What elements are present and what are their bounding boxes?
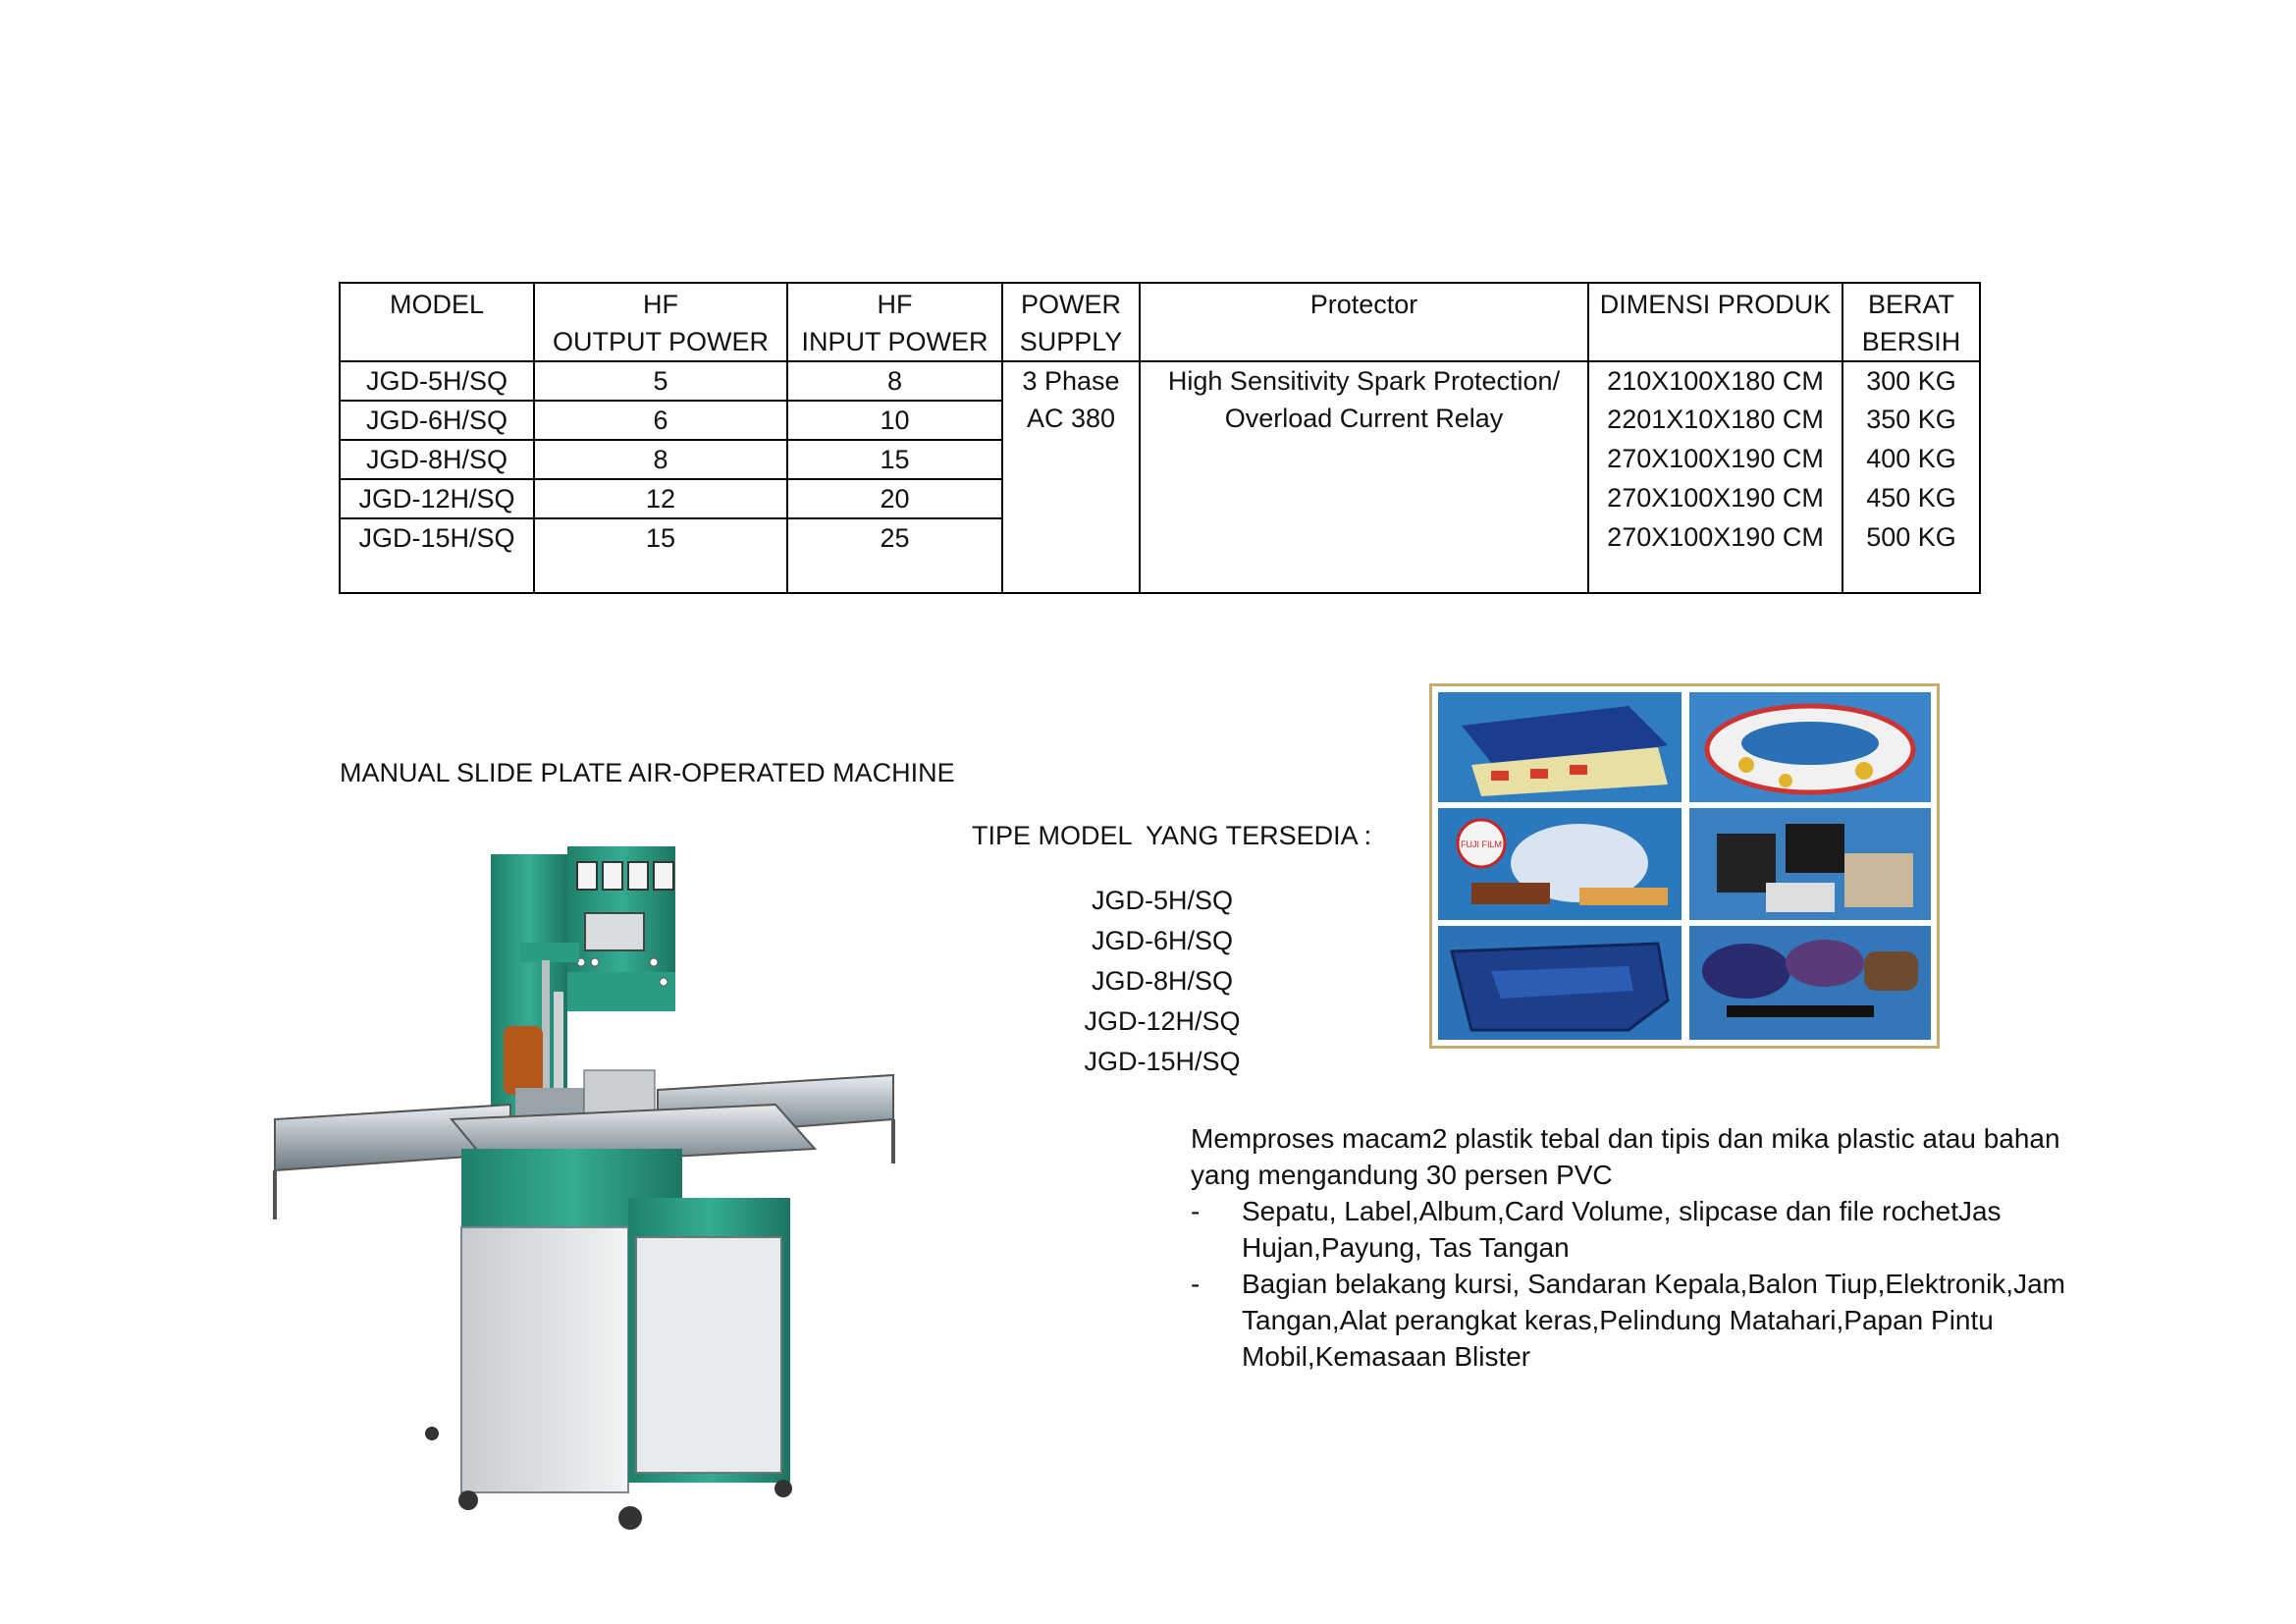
list-item: JGD-5H/SQ (1091, 886, 1234, 915)
cell-model: JGD-6H/SQ (340, 401, 534, 440)
cell-model: JGD-5H/SQ (340, 361, 534, 401)
header-berat: BERAT BERSIH (1842, 283, 1980, 361)
description-list (1191, 1193, 2094, 1375)
cell-input: 15 (787, 440, 1002, 479)
bullet-dash: - (1191, 1269, 1201, 1299)
svg-text:FUJI FILM: FUJI FILM (1461, 839, 1502, 849)
header-power-supply: POWER SUPPLY (1002, 283, 1140, 361)
cell-dimensi: 210X100X180 CM (1588, 361, 1842, 401)
list-item: JGD-15H/SQ (1084, 1047, 1241, 1076)
cell-dimensi: 270X100X190 CM (1588, 479, 1842, 518)
cell-berat: 450 KG (1842, 479, 1980, 518)
cell-berat: 400 KG (1842, 440, 1980, 479)
cell-power-supply: 3 Phase AC 380 (1002, 361, 1140, 593)
machine-photo (265, 825, 923, 1542)
cell-output: 12 (534, 479, 787, 518)
table-row (340, 361, 1980, 401)
machine-title: MANUAL SLIDE PLATE AIR-OPERATED MACHINE (340, 758, 955, 787)
list-item: - Sepatu, Label,Album,Card Volume, slipcase dan file rochetJas Hujan,Payung, Tas Tangan (1191, 1193, 2094, 1266)
cell-model: JGD-8H/SQ (340, 440, 534, 479)
header-hf-input: HF INPUT POWER (787, 283, 1002, 361)
cell-dimensi: 2201X10X180 CM (1588, 401, 1842, 440)
cell-output: 5 (534, 361, 787, 401)
cell-dimensi: 270X100X190 CM (1588, 518, 1842, 557)
cell-model: JGD-12H/SQ (340, 479, 534, 518)
header-dimensi: DIMENSI PRODUK (1588, 283, 1842, 361)
description (1191, 1120, 2094, 1375)
list-item: JGD-8H/SQ (1091, 966, 1234, 996)
header-model: MODEL (340, 283, 534, 361)
cell-input: 8 (787, 361, 1002, 401)
cell-output: 15 (534, 518, 787, 557)
models-heading: TIPE MODEL YANG TERSEDIA : (972, 821, 1372, 850)
cell-input: 25 (787, 518, 1002, 557)
description-intro: Memproses macam2 plastik tebal dan tipis dan mika plastic atau bahan yang mengandung 30 persen PVC (1191, 1123, 2060, 1190)
header-hf-output: HF OUTPUT POWER (534, 283, 787, 361)
cell-input: 20 (787, 479, 1002, 518)
product-collage (1429, 683, 1940, 1049)
cell-output: 6 (534, 401, 787, 440)
bullet-dash: - (1191, 1196, 1201, 1226)
cell-protector: High Sensitivity Spark Protection/ Overload Current Relay (1140, 361, 1588, 593)
list-item: JGD-6H/SQ (1091, 926, 1234, 955)
table-header-row (340, 283, 1980, 361)
cell-model: JGD-15H/SQ (340, 518, 534, 557)
header-protector: Protector (1140, 283, 1588, 361)
cell-berat: 350 KG (1842, 401, 1980, 440)
list-item: JGD-12H/SQ (1084, 1006, 1241, 1036)
cell-input: 10 (787, 401, 1002, 440)
list-item: - Bagian belakang kursi, Sandaran Kepala,Balon Tiup,Elektronik,Jam Tangan,Alat perangkat keras,Pelindung Matahari,Papan Pintu Mobil,Kemasaan Blister (1191, 1266, 2094, 1375)
spec-table (339, 282, 1981, 594)
models-list (1064, 881, 1260, 1082)
cell-output: 8 (534, 440, 787, 479)
cell-berat: 500 KG (1842, 518, 1980, 557)
cell-berat: 300 KG (1842, 361, 1980, 401)
cell-dimensi: 270X100X190 CM (1588, 440, 1842, 479)
